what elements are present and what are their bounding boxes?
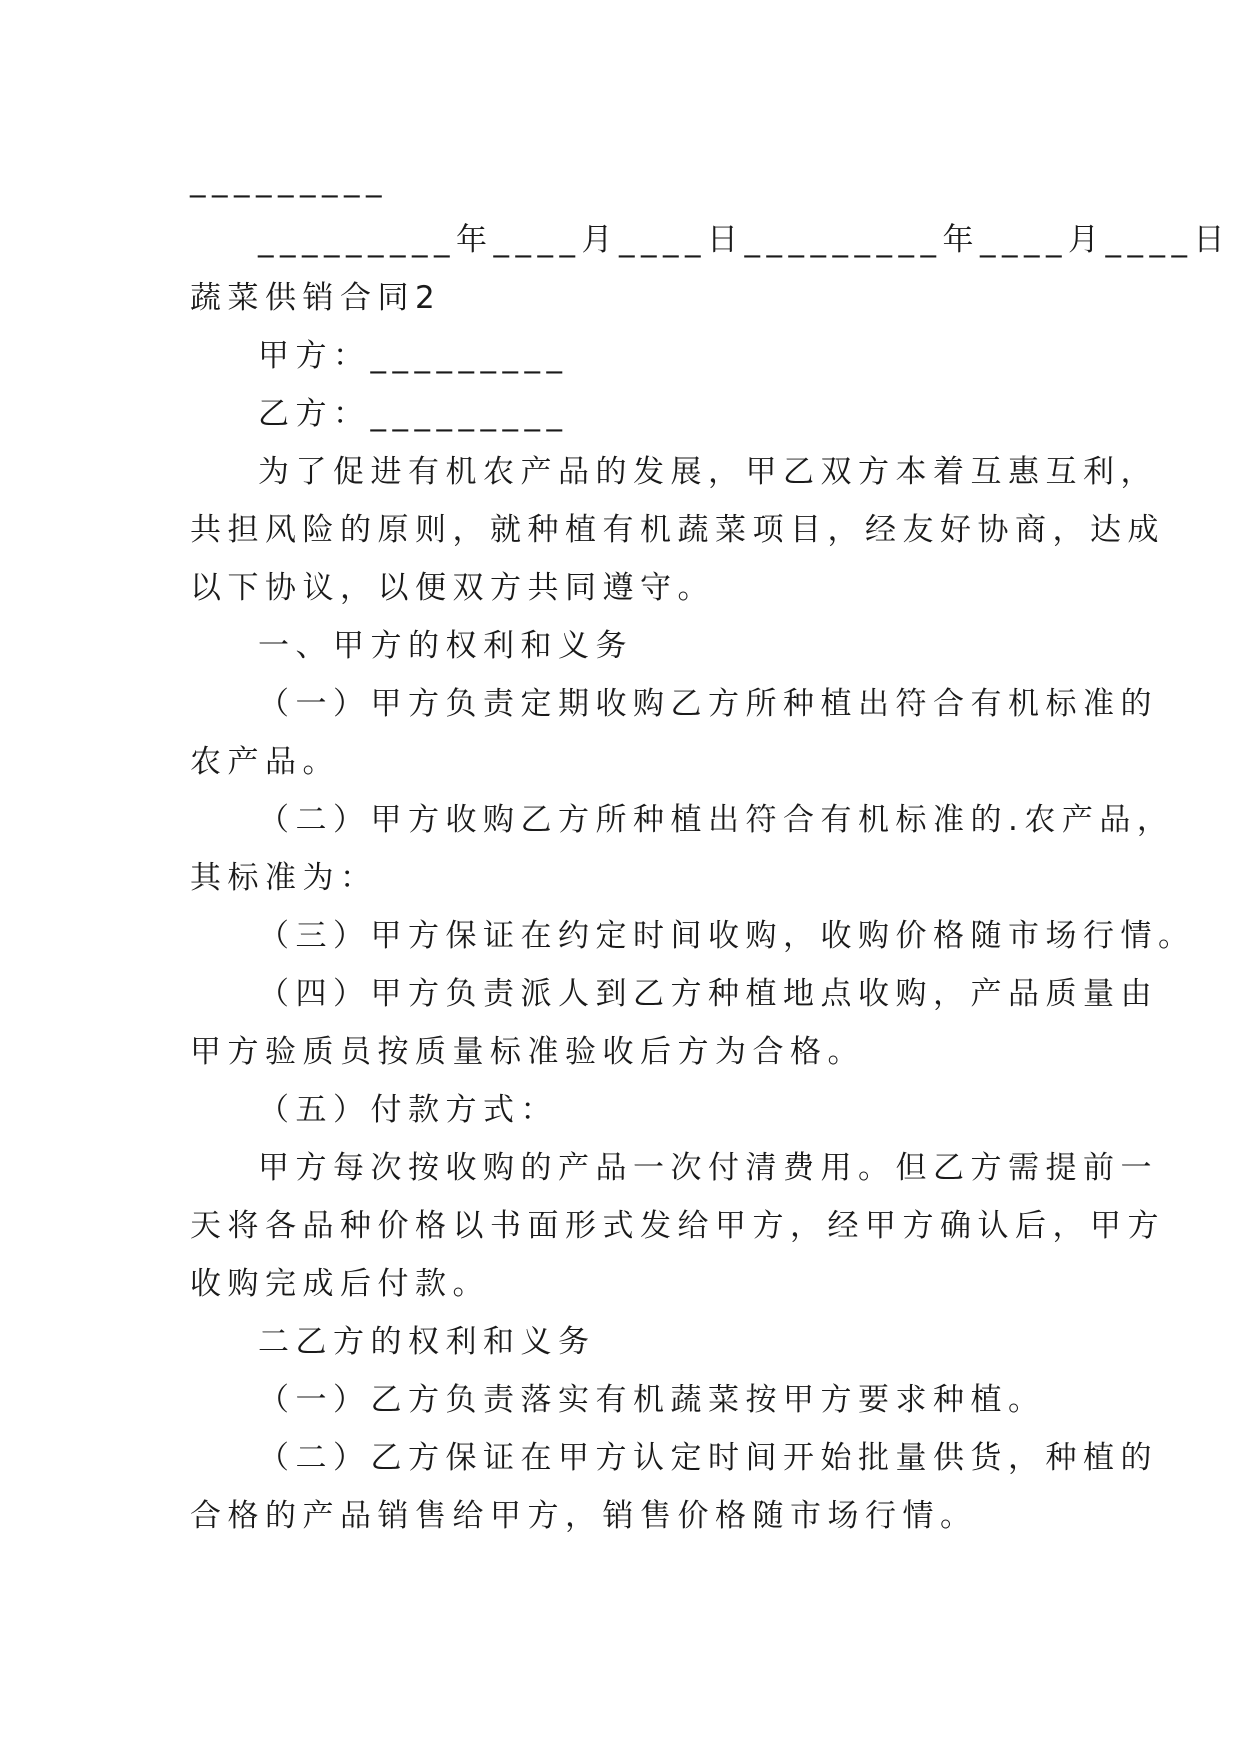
paragraph-line: 共担风险的原则，就种植有机蔬菜项目，经友好协商，达成 [190,512,1165,548]
clause-line: （二）乙方保证在甲方认定时间开始批量供货，种植的 [258,1440,1158,1476]
clause-line: 甲方每次按收购的产品一次付清费用。但乙方需提前一 [258,1150,1158,1186]
clause-line: （五）付款方式： [258,1092,558,1128]
clause-line: （三）甲方保证在约定时间收购，收购价格随市场行情。 [258,918,1196,954]
clause-line: 收购完成后付款。 [190,1266,490,1302]
date-line: _________年____月____日_________年____月____日 [258,222,1231,258]
clause-line: （四）甲方负责派人到乙方种植地点收购，产品质量由 [258,976,1158,1012]
party-b-line: 乙方：_________ [258,396,569,432]
text-line: _________ [190,162,388,198]
party-a-line: 甲方：_________ [258,338,569,374]
clause-line: （二）甲方收购乙方所种植出符合有机标准的.农产品， [258,802,1175,838]
clause-line: （一）乙方负责落实有机蔬菜按甲方要求种植。 [258,1382,1046,1418]
clause-line: 合格的产品销售给甲方，销售价格随市场行情。 [190,1498,978,1534]
clause-line: 甲方验质员按质量标准验收后方为合格。 [190,1034,865,1070]
document-title: 蔬菜供销合同2 [190,280,442,316]
clause-line: （一）甲方负责定期收购乙方所种植出符合有机标准的 [258,686,1158,722]
clause-line: 天将各品种价格以书面形式发给甲方，经甲方确认后，甲方 [190,1208,1165,1244]
paragraph-line: 以下协议，以便双方共同遵守。 [190,570,715,606]
paragraph-line: 为了促进有机农产品的发展，甲乙双方本着互惠互利， [258,454,1158,490]
section-heading: 一、甲方的权利和义务 [258,628,633,664]
section-heading: 二乙方的权利和义务 [258,1324,596,1360]
clause-line: 农产品。 [190,744,340,780]
clause-line: 其标准为： [190,860,378,896]
